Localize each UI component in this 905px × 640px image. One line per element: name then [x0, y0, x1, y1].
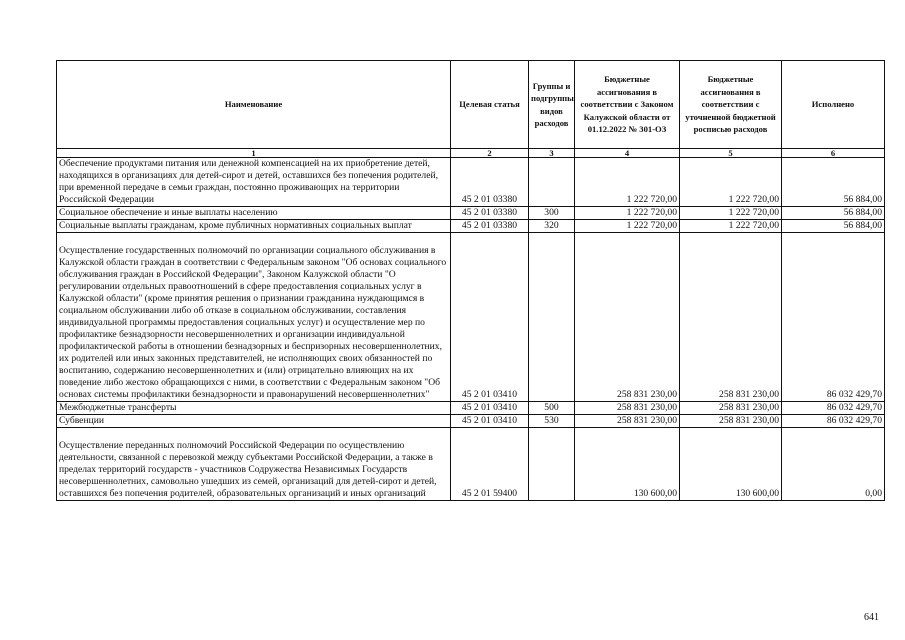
column-number: 2 [451, 149, 529, 158]
row-law: 130 600,00 [575, 428, 680, 501]
row-target: 45 2 01 03380 [451, 207, 529, 220]
row-target: 45 2 01 03410 [451, 415, 529, 428]
column-number: 4 [575, 149, 680, 158]
row-name: Социальные выплаты гражданам, кроме публичных нормативных социальных выплат [57, 220, 451, 233]
row-name: Межбюджетные трансферты [57, 402, 451, 415]
row-group: 500 [529, 402, 575, 415]
row-law: 1 222 720,00 [575, 207, 680, 220]
column-number: 1 [57, 149, 451, 158]
row-target: 45 2 01 03410 [451, 233, 529, 402]
table-row [57, 220, 885, 233]
row-executed: 86 032 429,70 [782, 415, 885, 428]
page-number: 641 [864, 612, 879, 623]
column-number: 5 [680, 149, 782, 158]
row-group: 300 [529, 207, 575, 220]
row-executed: 0,00 [782, 428, 885, 501]
row-law: 1 222 720,00 [575, 158, 680, 207]
row-refined: 1 222 720,00 [680, 158, 782, 207]
row-executed: 56 884,00 [782, 158, 885, 207]
table-row [57, 402, 885, 415]
budget-table-container [56, 60, 884, 501]
row-target: 45 2 01 03410 [451, 402, 529, 415]
row-executed: 86 032 429,70 [782, 402, 885, 415]
row-refined: 1 222 720,00 [680, 207, 782, 220]
row-group: 320 [529, 220, 575, 233]
row-law: 258 831 230,00 [575, 402, 680, 415]
table-row [57, 428, 885, 501]
table-row [57, 158, 885, 207]
row-refined: 130 600,00 [680, 428, 782, 501]
header-executed: Исполнено [782, 61, 885, 149]
column-number: 6 [782, 149, 885, 158]
row-executed: 86 032 429,70 [782, 233, 885, 402]
row-group [529, 233, 575, 402]
row-group [529, 428, 575, 501]
row-executed: 56 884,00 [782, 220, 885, 233]
row-executed: 56 884,00 [782, 207, 885, 220]
row-name: Социальное обеспечение и иные выплаты населению [57, 207, 451, 220]
row-refined: 258 831 230,00 [680, 233, 782, 402]
row-refined: 258 831 230,00 [680, 415, 782, 428]
row-name: Субвенции [57, 415, 451, 428]
table-row [57, 233, 885, 402]
row-group: 530 [529, 415, 575, 428]
header-name: Наименование [57, 61, 451, 149]
row-target: 45 2 01 03380 [451, 158, 529, 207]
header-target: Целевая статья [451, 61, 529, 149]
row-law: 258 831 230,00 [575, 415, 680, 428]
header-row [57, 61, 885, 149]
row-name: Обеспечение продуктами питания или денежной компенсацией на их приобретение детей, находящихся в организациях для детей-сирот и детей, оставшихся без попечения родителей, при временной передаче в семьи граждан, постоянно проживающих на территории Российской Федерации [57, 158, 451, 207]
row-name: Осуществление переданных полномочий Российской Федерации по осуществлению деятельности, связанной с перевозкой между субъектами Российской Федерации, а также в пределах территорий государств - участников Содружества Независимых Государств несовершеннолетних, самовольно ушедших из семей, организаций для детей-сирот и детей, оставшихся без попечения родителей, образовательных организаций и иных организаций [57, 428, 451, 501]
row-target: 45 2 01 03380 [451, 220, 529, 233]
column-number-row [57, 149, 885, 158]
budget-table [56, 60, 885, 501]
row-group [529, 158, 575, 207]
row-refined: 1 222 720,00 [680, 220, 782, 233]
header-refined: Бюджетные ассигнования в соответствии с уточненной бюджетной росписью расходов [680, 61, 782, 149]
row-refined: 258 831 230,00 [680, 402, 782, 415]
header-groups: Группы и подгруппы видов расходов [529, 61, 575, 149]
row-target: 45 2 01 59400 [451, 428, 529, 501]
row-law: 258 831 230,00 [575, 233, 680, 402]
column-number: 3 [529, 149, 575, 158]
row-name: Осуществление государственных полномочий по организации социального обслуживания в Калужской области граждан в соответствии с Федеральным законом "Об основах социального обслуживания граждан в Российской Федерации", Законом Калужской области "О регулировании отдельных правоотношений в сфере предоставления социальных услуг в Калужской области" (кроме принятия решения о признании гражданина нуждающимся в социальном обслуживании либо об отказе в социальном обслуживании, составления индивидуальной программы предоставления социальных услуг) и осуществление мер по профилактике безнадзорности несовершеннолетних и организации индивидуальной профилактической работы в отношении безнадзорных и беспризорных несовершеннолетних, их родителей или иных законных представителей, не исполняющих своих обязанностей по воспитанию, содержанию несовершеннолетних и (или) отрицательно влияющих на их поведение либо жестоко обращающихся с ними, в соответствии с Федеральным законом "Об основах системы профилактики безнадзорности и правонарушений несовершеннолетних" [57, 233, 451, 402]
table-row [57, 415, 885, 428]
header-law: Бюджетные ассигнования в соответствии с Законом Калужской области от 01.12.2022 № 301-ОЗ [575, 61, 680, 149]
table-row [57, 207, 885, 220]
row-law: 1 222 720,00 [575, 220, 680, 233]
